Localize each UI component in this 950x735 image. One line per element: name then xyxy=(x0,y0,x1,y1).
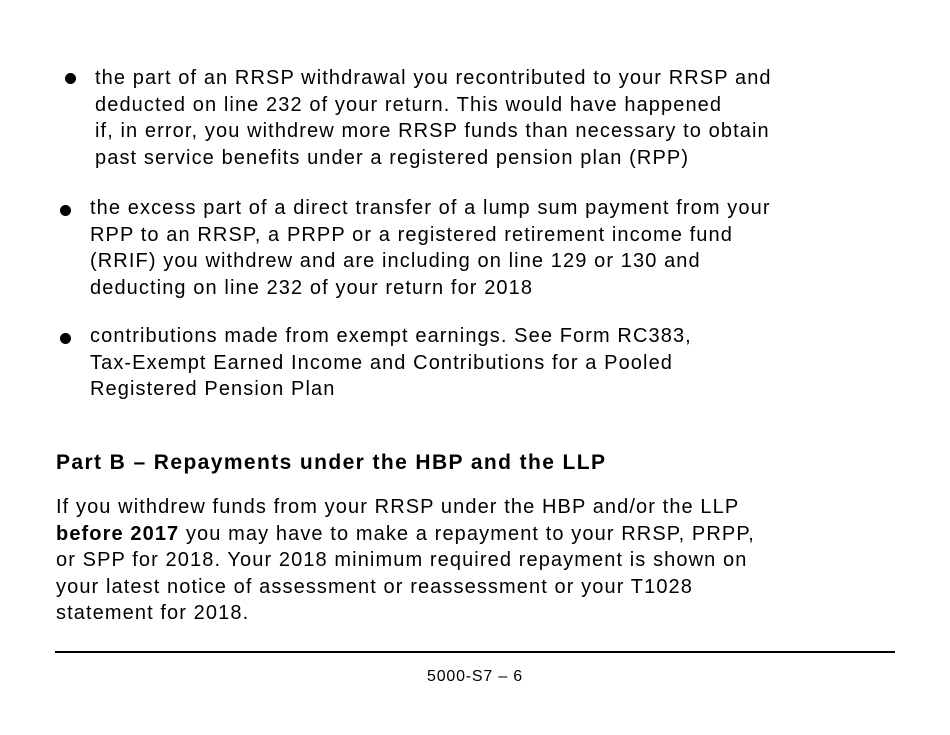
list-item-line: past service benefits under a registered pension plan (RPP) xyxy=(95,146,690,169)
footer-divider xyxy=(55,651,895,653)
list-item-line: Registered Pension Plan xyxy=(90,378,336,400)
section-heading: Part B – Repayments under the HBP and the LLP xyxy=(56,451,607,474)
bullet-dot xyxy=(65,73,76,84)
paragraph-line xyxy=(56,521,755,548)
list-item-line: RPP to an RRSP, a PRPP or a registered retirement income fund xyxy=(90,223,733,246)
paragraph-line: your latest notice of assessment or reassessment or your T1028 xyxy=(56,575,693,598)
paragraph-line: statement for 2018. xyxy=(56,602,250,624)
page-number: 5000-S7 – 6 xyxy=(427,668,523,685)
paragraph-text: you may have to make a repayment to your RRSP, PRPP, xyxy=(179,522,755,545)
part-b-paragraph xyxy=(56,494,755,627)
list-item-line: Tax-Exempt Earned Income and Contributions for a Pooled xyxy=(90,351,674,374)
list-item xyxy=(90,195,771,301)
paragraph-line: or SPP for 2018. Your 2018 minimum required repayment is shown on xyxy=(56,549,748,571)
list-item-line: contributions made from exempt earnings. See Form RC383, xyxy=(90,325,692,347)
bullet-dot xyxy=(60,205,71,216)
list-item-line: deducted on line 232 of your return. This would have happened xyxy=(95,93,723,116)
paragraph-line: If you withdrew funds from your RRSP under the HBP and/or the LLP xyxy=(56,496,740,518)
list-item-line: the excess part of a direct transfer of a lump sum payment from your xyxy=(90,197,771,219)
list-item-line: if, in error, you withdrew more RRSP funds than necessary to obtain xyxy=(95,120,770,142)
list-item-line: (RRIF) you withdrew and are including on line 129 or 130 and xyxy=(90,250,701,272)
bullet-dot xyxy=(60,333,71,344)
list-item xyxy=(95,65,772,171)
list-item-line: deducting on line 232 of your return for 2018 xyxy=(90,276,534,299)
emphasis-text: before 2017 xyxy=(56,522,180,545)
list-item-line: the part of an RRSP withdrawal you recontributed to your RRSP and xyxy=(95,67,772,89)
list-item xyxy=(90,323,692,403)
